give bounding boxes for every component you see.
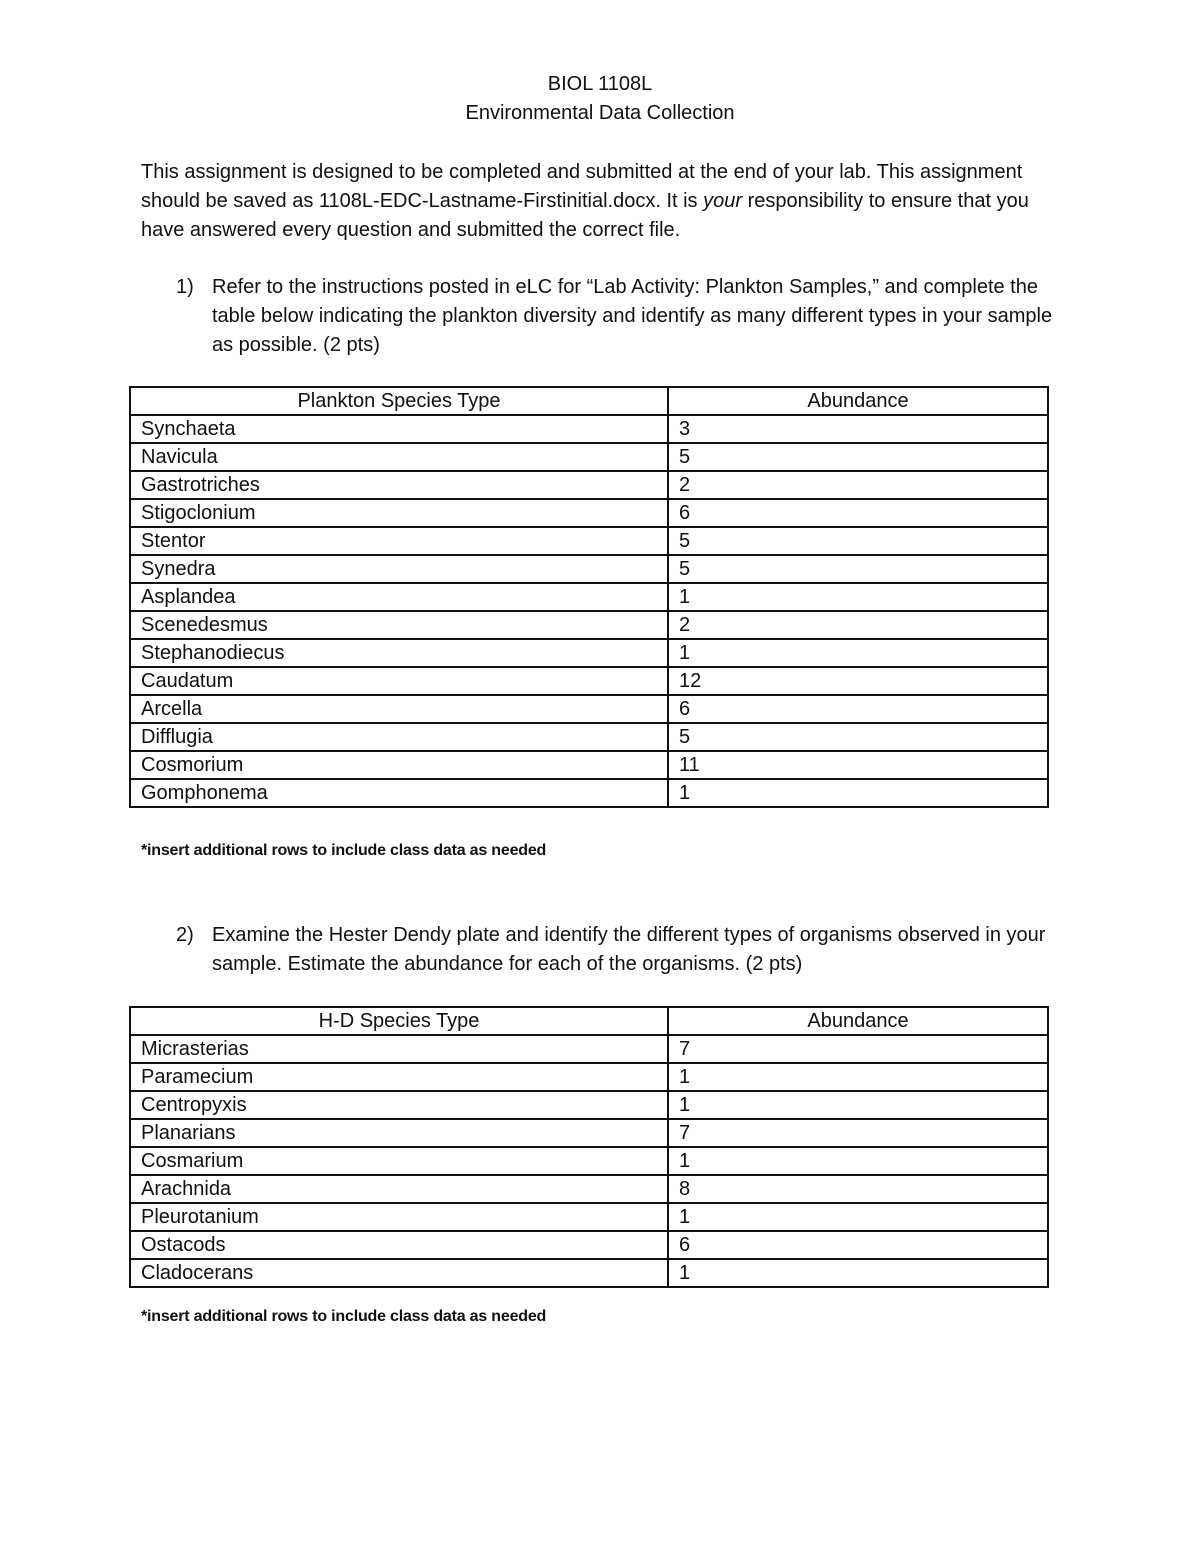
species-cell: Ostacods <box>130 1231 668 1259</box>
intro-text-part2: responsibility to ensure that you have answered every question and submitted the correct file. <box>141 190 1029 241</box>
table-row <box>130 583 1048 611</box>
abundance-cell: 11 <box>668 751 1048 779</box>
table-row <box>130 695 1048 723</box>
species-cell: Caudatum <box>130 667 668 695</box>
table-2-note: *insert additional rows to include class data as needed <box>141 1308 547 1325</box>
species-cell: Gomphonema <box>130 779 668 807</box>
species-cell: Pleurotanium <box>130 1203 668 1231</box>
abundance-cell: 1 <box>668 583 1048 611</box>
species-cell: Gastrotriches <box>130 471 668 499</box>
species-cell: Navicula <box>130 443 668 471</box>
intro-text-part1: This assignment is designed to be completed and submitted at the end of your lab. This assignment should be saved as 1108L-EDC-Lastname-Firstinitial.docx. It is <box>141 161 1023 212</box>
abundance-cell: 6 <box>668 695 1048 723</box>
table-row <box>130 1203 1048 1231</box>
table-row <box>130 1175 1048 1203</box>
species-cell: Difflugia <box>130 723 668 751</box>
table-row <box>130 751 1048 779</box>
species-cell: Micrasterias <box>130 1035 668 1063</box>
table-header-row <box>130 387 1048 415</box>
species-cell: Synchaeta <box>130 415 668 443</box>
question-1 <box>176 273 1066 360</box>
table-row <box>130 527 1048 555</box>
species-cell: Cosmarium <box>130 1147 668 1175</box>
table-1-note: *insert additional rows to include class data as needed <box>141 842 547 859</box>
abundance-cell: 6 <box>668 499 1048 527</box>
abundance-cell: 5 <box>668 527 1048 555</box>
abundance-cell: 1 <box>668 1259 1048 1287</box>
question-1-text: Refer to the instructions posted in eLC for “Lab Activity: Plankton Samples,” and complete the table below indicating the plankton diversity and identify as many different types in your sample as possible. (2 pts) <box>212 276 1053 356</box>
question-2-text: Examine the Hester Dendy plate and identify the different types of organisms observed in your sample. Estimate the abundance for each of the organisms. (2 pts) <box>212 924 1046 975</box>
plankton-table <box>129 386 1049 808</box>
table-row <box>130 1147 1048 1175</box>
table-row <box>130 611 1048 639</box>
species-column-header: H-D Species Type <box>130 1007 668 1035</box>
abundance-cell: 6 <box>668 1231 1048 1259</box>
hester-dendy-table <box>129 1006 1049 1288</box>
abundance-cell: 1 <box>668 1091 1048 1119</box>
species-cell: Cladocerans <box>130 1259 668 1287</box>
table-row <box>130 1259 1048 1287</box>
abundance-cell: 5 <box>668 443 1048 471</box>
course-code: BIOL 1108L <box>547 73 653 95</box>
abundance-cell: 1 <box>668 1147 1048 1175</box>
species-cell: Stentor <box>130 527 668 555</box>
species-cell: Asplandea <box>130 583 668 611</box>
abundance-cell: 2 <box>668 471 1048 499</box>
species-cell: Arachnida <box>130 1175 668 1203</box>
table-row <box>130 415 1048 443</box>
table-row <box>130 723 1048 751</box>
species-cell: Scenedesmus <box>130 611 668 639</box>
table-row <box>130 499 1048 527</box>
species-column-header: Plankton Species Type <box>130 387 668 415</box>
species-cell: Paramecium <box>130 1063 668 1091</box>
table-row <box>130 555 1048 583</box>
document-header <box>0 70 1200 128</box>
table-row <box>130 443 1048 471</box>
abundance-cell: 5 <box>668 555 1048 583</box>
abundance-cell: 8 <box>668 1175 1048 1203</box>
table-row <box>130 1035 1048 1063</box>
species-cell: Synedra <box>130 555 668 583</box>
abundance-cell: 5 <box>668 723 1048 751</box>
species-cell: Centropyxis <box>130 1091 668 1119</box>
document-title: Environmental Data Collection <box>465 102 735 124</box>
abundance-cell: 3 <box>668 415 1048 443</box>
table-row <box>130 1231 1048 1259</box>
species-cell: Planarians <box>130 1119 668 1147</box>
table-header-row <box>130 1007 1048 1035</box>
table-row <box>130 1119 1048 1147</box>
abundance-cell: 7 <box>668 1035 1048 1063</box>
question-2 <box>176 921 1066 979</box>
abundance-cell: 1 <box>668 1063 1048 1091</box>
table-row <box>130 779 1048 807</box>
abundance-cell: 1 <box>668 639 1048 667</box>
table-row <box>130 639 1048 667</box>
abundance-column-header: Abundance <box>668 387 1048 415</box>
abundance-cell: 12 <box>668 667 1048 695</box>
abundance-cell: 2 <box>668 611 1048 639</box>
intro-emphasis: your <box>703 190 743 212</box>
table-row <box>130 1063 1048 1091</box>
abundance-cell: 7 <box>668 1119 1048 1147</box>
abundance-column-header: Abundance <box>668 1007 1048 1035</box>
species-cell: Stigoclonium <box>130 499 668 527</box>
table-row <box>130 667 1048 695</box>
abundance-cell: 1 <box>668 779 1048 807</box>
question-2-number: 2) <box>176 924 194 946</box>
intro-paragraph <box>141 158 1071 245</box>
table-row <box>130 1091 1048 1119</box>
abundance-cell: 1 <box>668 1203 1048 1231</box>
species-cell: Stephanodiecus <box>130 639 668 667</box>
species-cell: Arcella <box>130 695 668 723</box>
species-cell: Cosmorium <box>130 751 668 779</box>
question-1-number: 1) <box>176 276 194 298</box>
table-row <box>130 471 1048 499</box>
